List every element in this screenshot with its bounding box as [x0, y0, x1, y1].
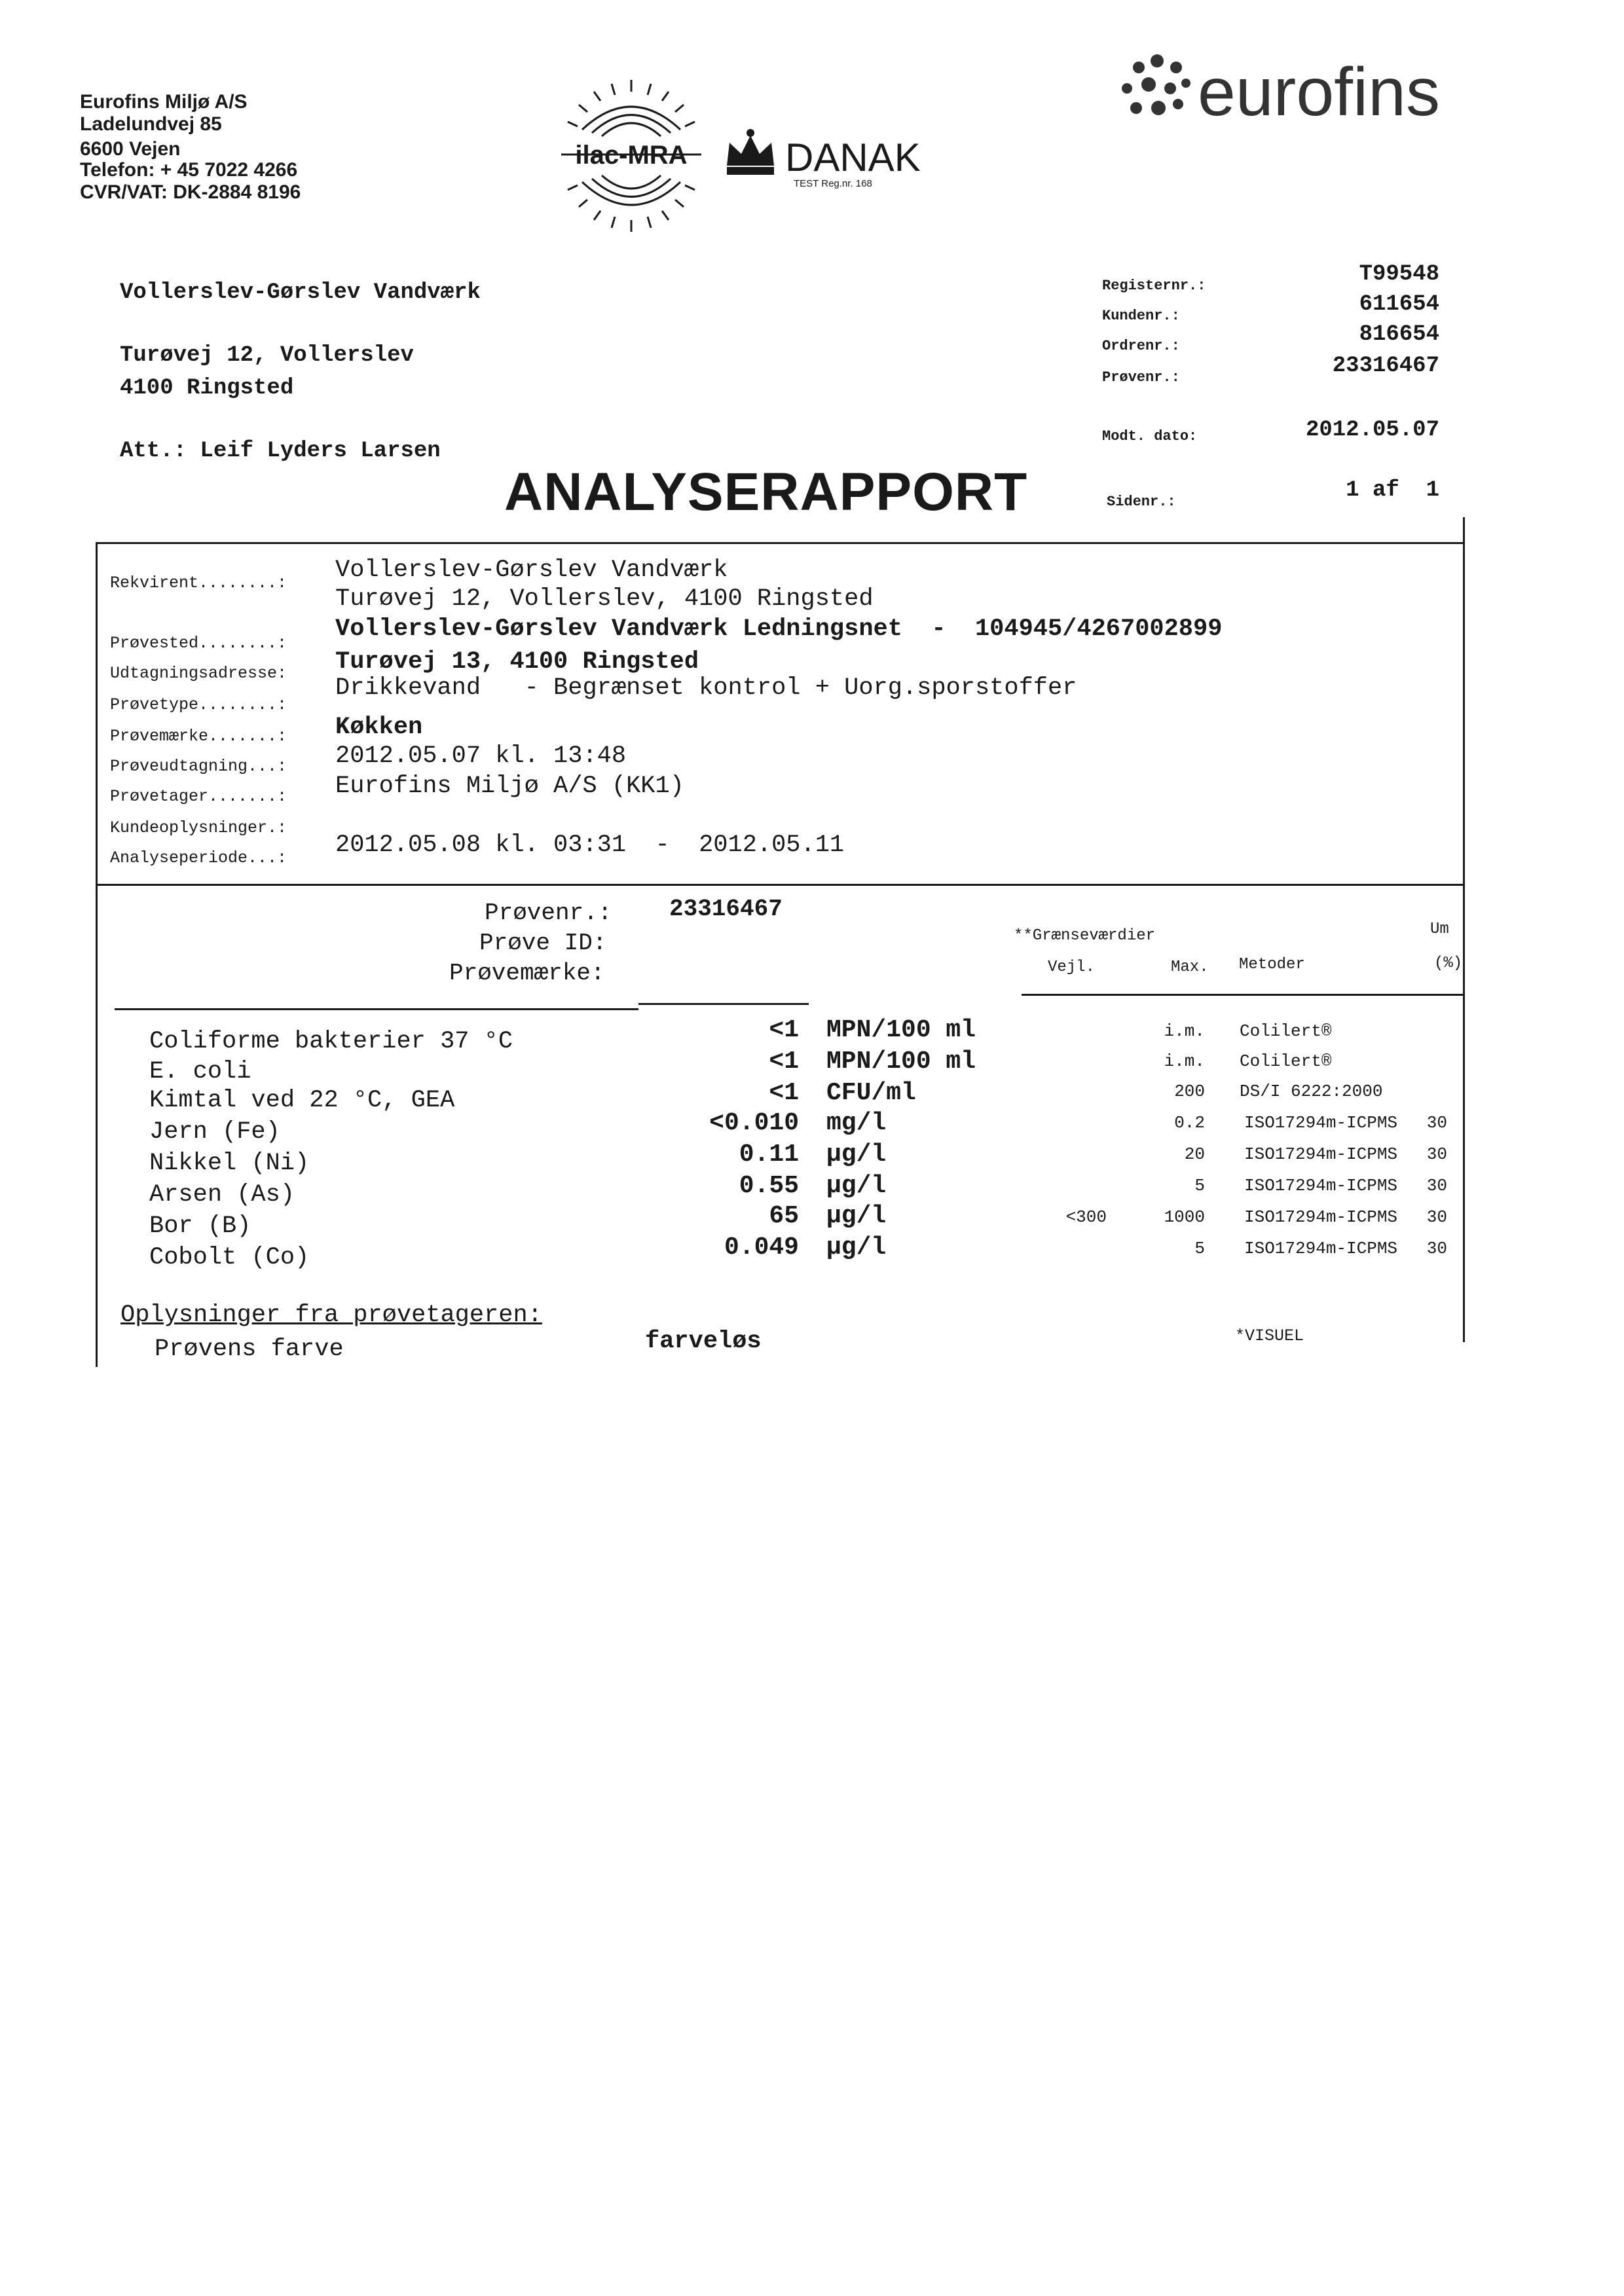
ref-value-kundenr: 611654	[1359, 292, 1439, 317]
header-value-underline	[638, 1003, 809, 1005]
lab-phone: Telefon: + 45 7022 4266	[80, 159, 298, 181]
ref-value-registernr: T99548	[1359, 262, 1439, 287]
kundeoplysninger-label: Kundeoplysninger.:	[110, 818, 287, 837]
param-method: Colilert®	[1240, 1021, 1332, 1041]
provetype-label: Prøvetype........:	[110, 695, 287, 714]
header-max: Max.	[1171, 958, 1209, 976]
param-unit: MPN/100 ml	[826, 1048, 976, 1076]
provetager-label: Prøvetager.......:	[110, 787, 287, 806]
ref-label-registernr: Registernr.:	[1102, 278, 1206, 294]
header-um-unit: (%)	[1434, 955, 1463, 972]
lab-name: Eurofins Miljø A/S	[80, 91, 248, 113]
rekvirent-label: Rekvirent........:	[110, 574, 287, 592]
frame-left-line	[96, 542, 98, 1367]
ilac-mra-seal	[544, 65, 694, 223]
customer-city: 4100 Ringsted	[120, 376, 294, 401]
header-provenr-value: 23316467	[669, 896, 783, 922]
param-method: DS/I 6222:2000	[1240, 1082, 1383, 1101]
param-name: Coliforme bakterier 37 °C	[149, 1028, 513, 1055]
ref-label-kundenr: Kundenr.:	[1102, 308, 1180, 324]
param-value: 0.11	[739, 1140, 799, 1169]
proveudtagning-value: 2012.05.07 kl. 13:48	[335, 742, 627, 770]
param-vejl: <300	[1065, 1207, 1107, 1227]
provemaerke-label: Prøvemærke.......:	[110, 727, 287, 746]
param-method: ISO17294m-ICPMS	[1244, 1144, 1398, 1164]
param-max: 20	[1184, 1144, 1205, 1164]
ref-label-provenr: Prøvenr.:	[1102, 369, 1180, 386]
lab-street: Ladelundvej 85	[80, 113, 222, 135]
param-unit: µg/l	[826, 1202, 887, 1230]
eurofins-dots-icon	[1122, 54, 1190, 115]
sampler-note: *VISUEL	[1235, 1326, 1304, 1345]
proveudtagning-label: Prøveudtagning...:	[110, 757, 287, 776]
sampler-heading: Oplysninger fra prøvetageren:	[120, 1302, 542, 1329]
header-vejl: Vejl.	[1048, 958, 1096, 976]
param-value: <1	[769, 1048, 799, 1076]
analyseperiode-label: Analyseperiode...:	[110, 848, 287, 867]
param-unit: µg/l	[826, 1140, 887, 1169]
provested-label: Prøvested........:	[110, 634, 287, 653]
param-max: 1000	[1164, 1207, 1205, 1227]
eurofins-text: eurofins	[1198, 54, 1441, 130]
param-value: 0.049	[724, 1233, 799, 1262]
param-um: 30	[1426, 1239, 1447, 1258]
param-unit: MPN/100 ml	[826, 1016, 976, 1044]
param-method: ISO17294m-ICPMS	[1244, 1176, 1398, 1195]
rekvirent-address: Turøvej 12, Vollerslev, 4100 Ringsted	[335, 585, 874, 613]
param-um: 30	[1426, 1113, 1447, 1133]
param-max: i.m.	[1164, 1051, 1205, 1071]
header-name-underline	[115, 1008, 638, 1010]
customer-name: Vollerslev-Gørslev Vandværk	[120, 280, 481, 305]
customer-att: Att.: Leif Lyders Larsen	[120, 439, 441, 464]
param-name: Nikkel (Ni)	[149, 1150, 310, 1177]
ref-value-ordrenr: 816654	[1359, 322, 1439, 347]
customer-street: Turøvej 12, Vollerslev	[120, 343, 414, 368]
param-method: ISO17294m-ICPMS	[1244, 1239, 1398, 1258]
param-name: Kimtal ved 22 °C, GEA	[149, 1087, 455, 1114]
ilac-mra-text: ilac-MRA	[575, 141, 688, 170]
report-title: ANALYSERAPPORT	[504, 462, 1028, 522]
lab-city: 6600 Vejen	[80, 138, 181, 160]
param-name: Arsen (As)	[149, 1181, 295, 1209]
param-name: E. coli	[149, 1058, 251, 1085]
ref-value-provenr: 23316467	[1332, 354, 1439, 378]
param-name: Bor (B)	[149, 1212, 251, 1240]
rekvirent-name: Vollerslev-Gørslev Vandværk	[335, 556, 728, 584]
udtagning-value: Turøvej 13, 4100 Ringsted	[335, 648, 699, 676]
udtagning-label: Udtagningsadresse:	[110, 664, 287, 683]
param-value: <0.010	[709, 1109, 799, 1137]
param-value: 0.55	[739, 1172, 799, 1200]
header-prove-id-label: Prøve ID:	[479, 930, 607, 957]
danak-reg-text: TEST Reg.nr. 168	[794, 178, 872, 189]
ref-value-sidenr: 1 af 1	[1346, 478, 1439, 503]
param-name: Cobolt (Co)	[149, 1244, 310, 1271]
provetype-value: Drikkevand - Begrænset kontrol + Uorg.sporstoffer	[335, 674, 1077, 702]
ref-label-sidenr: Sidenr.:	[1107, 494, 1176, 510]
param-unit: CFU/ml	[826, 1079, 916, 1107]
param-max: 0.2	[1174, 1113, 1205, 1133]
ref-label-modt-dato: Modt. dato:	[1102, 428, 1198, 445]
provetager-value: Eurofins Miljø A/S (KK1)	[335, 773, 684, 800]
param-name: Jern (Fe)	[149, 1118, 280, 1146]
param-um: 30	[1426, 1207, 1447, 1227]
param-method: Colilert®	[1240, 1051, 1332, 1071]
ref-value-modt-dato: 2012.05.07	[1305, 418, 1439, 443]
crown-icon	[727, 129, 774, 175]
param-um: 30	[1426, 1176, 1447, 1195]
header-um: Um	[1430, 920, 1449, 938]
header-method-underline	[1236, 994, 1464, 996]
frame-top-line	[96, 542, 1464, 544]
lab-vat: CVR/VAT: DK-2884 8196	[80, 181, 301, 203]
param-unit: µg/l	[826, 1233, 887, 1262]
provested-value: Vollerslev-Gørslev Vandværk Ledningsnet - 104945/4267002899	[335, 615, 1223, 643]
header-metoder: Metoder	[1239, 956, 1305, 974]
provemaerke-value: Køkken	[335, 714, 423, 741]
header-provemaerke-label: Prøvemærke:	[449, 960, 605, 987]
param-unit: µg/l	[826, 1172, 887, 1200]
ref-label-ordrenr: Ordrenr.:	[1102, 338, 1180, 354]
analyseperiode-value: 2012.05.08 kl. 03:31 - 2012.05.11	[335, 831, 845, 859]
header-provenr-label: Prøvenr.:	[485, 900, 612, 926]
sampler-color-label: Prøvens farve	[155, 1336, 344, 1363]
info-separator-line	[96, 884, 1464, 886]
header-graensevaerdier: **Grænseværdier	[1014, 927, 1156, 945]
param-max: 200	[1174, 1082, 1205, 1101]
param-max: 5	[1194, 1239, 1205, 1258]
param-method: ISO17294m-ICPMS	[1244, 1207, 1398, 1227]
param-max: 5	[1194, 1176, 1205, 1195]
sampler-color-value: farveløs	[645, 1328, 762, 1355]
eurofins-logo	[1100, 36, 1454, 130]
param-um: 30	[1426, 1144, 1447, 1164]
param-value: <1	[769, 1079, 799, 1107]
param-unit: mg/l	[826, 1109, 887, 1137]
param-value: 65	[769, 1202, 799, 1230]
param-value: <1	[769, 1016, 799, 1044]
frame-right-line	[1463, 517, 1465, 1342]
danak-text: DANAK	[785, 136, 921, 179]
param-method: ISO17294m-ICPMS	[1244, 1113, 1398, 1133]
header-limit-underline	[1022, 994, 1238, 996]
param-max: i.m.	[1164, 1021, 1205, 1041]
danak-logo	[710, 115, 927, 189]
